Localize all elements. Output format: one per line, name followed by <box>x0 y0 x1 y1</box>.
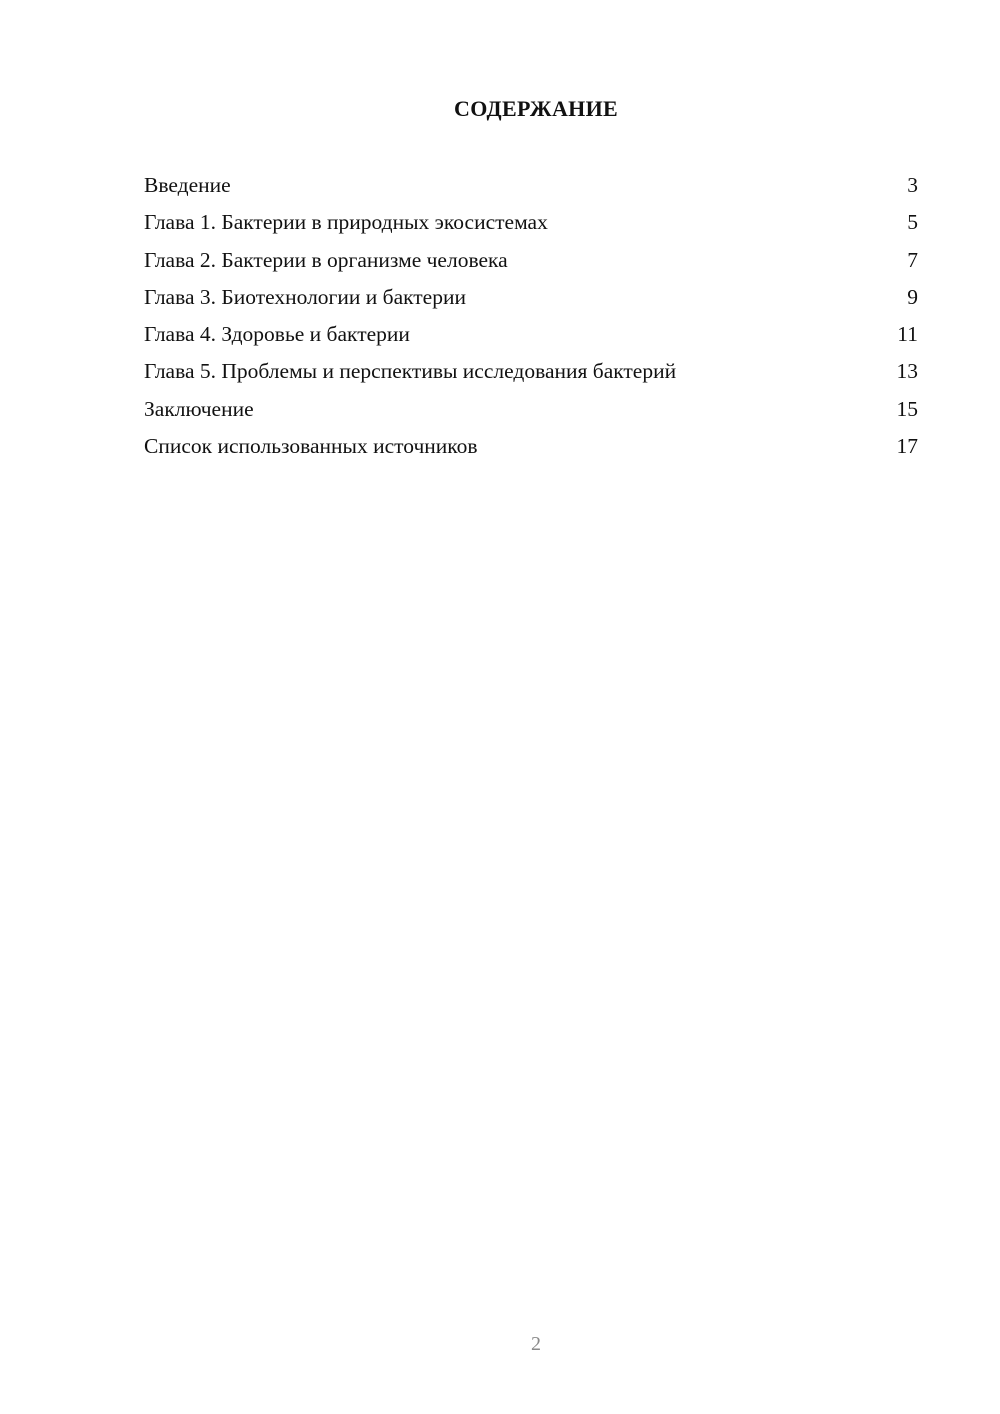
page-number: 2 <box>531 1333 541 1355</box>
toc-entry-chapter-5[interactable] <box>144 354 918 391</box>
toc-entry-label: Глава 2. Бактерии в организме человека <box>144 247 508 272</box>
toc-entry-page: 7 <box>907 247 918 272</box>
toc-entry-page: 11 <box>897 322 918 347</box>
toc-entry-label: Глава 5. Проблемы и перспективы исследования бактерий <box>144 359 677 384</box>
toc-entry-chapter-1[interactable] <box>144 205 918 242</box>
toc-entry-label: Заключение <box>144 396 254 421</box>
toc-entry-page: 5 <box>907 210 918 235</box>
toc-entry-chapter-4[interactable] <box>144 317 918 354</box>
table-of-contents <box>144 168 918 466</box>
toc-entry-label: Введение <box>144 173 231 197</box>
toc-entry-label: Список использованных источников <box>144 434 478 459</box>
toc-entry-page: 17 <box>896 434 918 459</box>
toc-entry-page: 9 <box>907 284 918 309</box>
toc-entry-label: Глава 3. Биотехнологии и бактерии <box>144 284 466 309</box>
toc-entry-page: 3 <box>907 173 918 197</box>
toc-entry-page: 15 <box>896 396 918 421</box>
toc-entry-page: 13 <box>896 359 918 384</box>
toc-entry-references[interactable] <box>144 429 918 466</box>
toc-entry-chapter-2[interactable] <box>144 243 918 280</box>
toc-entry-label: Глава 4. Здоровье и бактерии <box>144 322 410 347</box>
toc-entry-chapter-3[interactable] <box>144 280 918 317</box>
toc-entry-label: Глава 1. Бактерии в природных экосистемах <box>144 210 548 235</box>
toc-entry-conclusion[interactable] <box>144 392 918 429</box>
toc-title: СОДЕРЖАНИЕ <box>454 96 618 121</box>
toc-entry-introduction[interactable] <box>144 168 918 205</box>
